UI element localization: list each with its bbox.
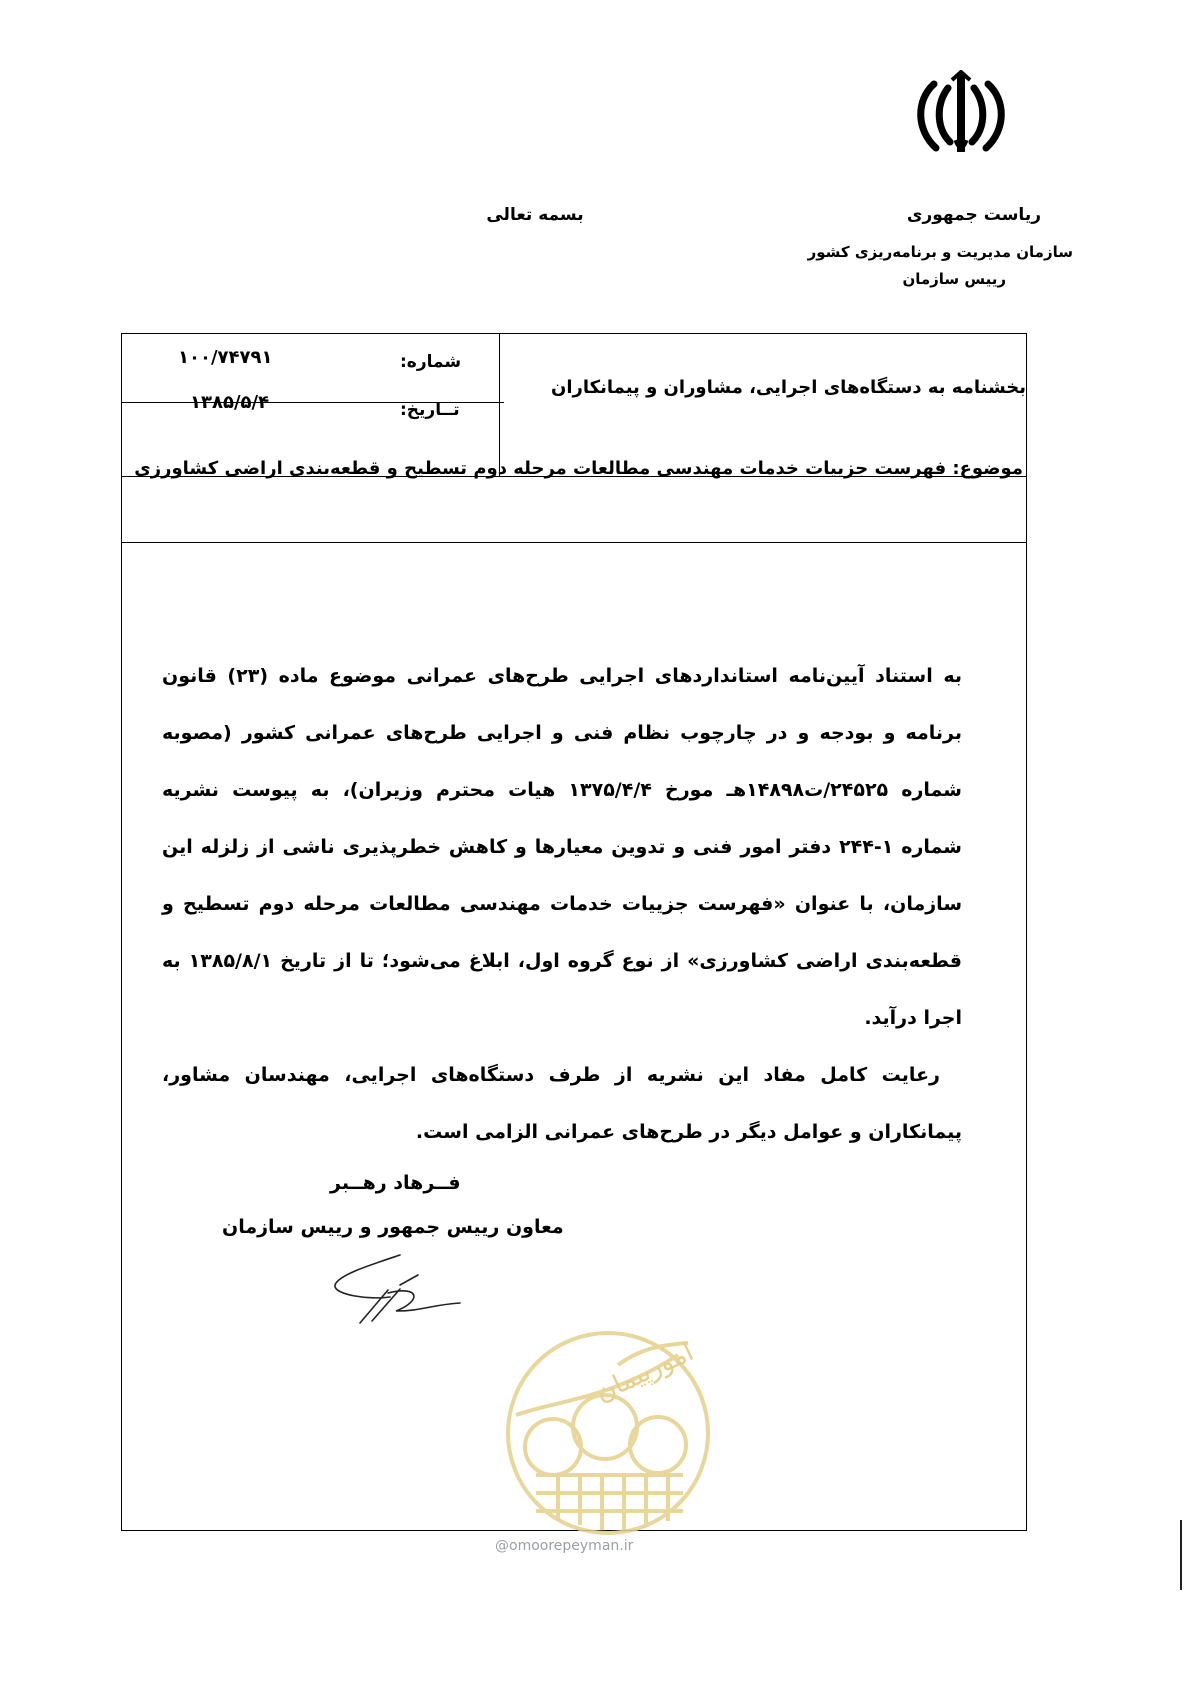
watermark-handle: @omoorepeyman.ir [495,1538,634,1554]
iran-emblem-icon [912,70,1010,158]
letter-body [162,648,962,1161]
number-value: ۱۰۰/۷۴۷۹۱ [178,347,273,368]
divider-vertical [499,334,500,476]
body-paragraph-1 [162,648,962,1047]
seal-lettering: امورپیمان [591,1337,699,1409]
omoorepeyman-seal [498,1325,718,1540]
bismillah-heading: بسمه تعالی [486,205,584,225]
body-paragraph-1-part2: » از نوع گروه اول، ابلاغ می‌شود؛ تا از تاریخ ۱۳۸۵/۸/۱ به اجرا درآید. [162,950,962,1029]
org-position-head: رییس سازمان [902,270,1006,288]
signer-title: معاون رییس جمهور و رییس سازمان [222,1216,564,1238]
scan-edge-line [1180,1520,1182,1590]
handwritten-signature [330,1245,465,1325]
subject-line: موضوع: فهرست جزییات خدمات مهندسی مطالعات مرحله دوم تسطیح و قطعه‌بندی اراضی کشاورزی [134,458,1023,479]
date-label: تــاریخ: [400,400,460,420]
recipient-line: بخشنامه به دستگاه‌های اجرایی، مشاوران و پیمانکاران [551,377,1026,398]
date-value: ۱۳۸۵/۵/۴ [190,392,270,413]
body-paragraph-2: رعایت کامل مفاد این نشریه از طرف دستگاه‌های اجرایی، مهندسان مشاور، پیمانکاران و عوامل دیگر در طرح‌های عمرانی الزامی است. [162,1064,962,1143]
number-label: شماره: [400,352,462,372]
publication-title: فهرست جزییات خدمات مهندسی مطالعات مرحله دوم تسطیح و قطعه‌بندی اراضی کشاورزی [162,893,962,972]
signer-name: فــرهاد رهــبر [330,1172,461,1194]
org-name-organization: سازمان مدیریت و برنامه‌ریزی کشور [807,243,1073,261]
divider-subject-body [122,542,1026,543]
org-name-presidency: ریاست جمهوری [906,205,1041,225]
body-paragraph-1-part1: به استناد آیین‌نامه استانداردهای اجرایی طرح‌های عمرانی موضوع ماده (۲۳) قانون برنامه و بودجه و در چارچوب نظام فنی و اجرایی طرح‌های عمرانی کشور (مصوبه شماره ۲۴۵۲۵/ت۱۴۸۹۸هـ مورخ ۱۳۷۵/۴/۴ هیات محترم وزیران)، به پیوست نشریه شماره ۱-۲۴۴ دفتر امور فنی و تدوین معیارها و کاهش خطرپذیری ناشی از زلزله این سازمان، با عنوان « [162,665,962,915]
